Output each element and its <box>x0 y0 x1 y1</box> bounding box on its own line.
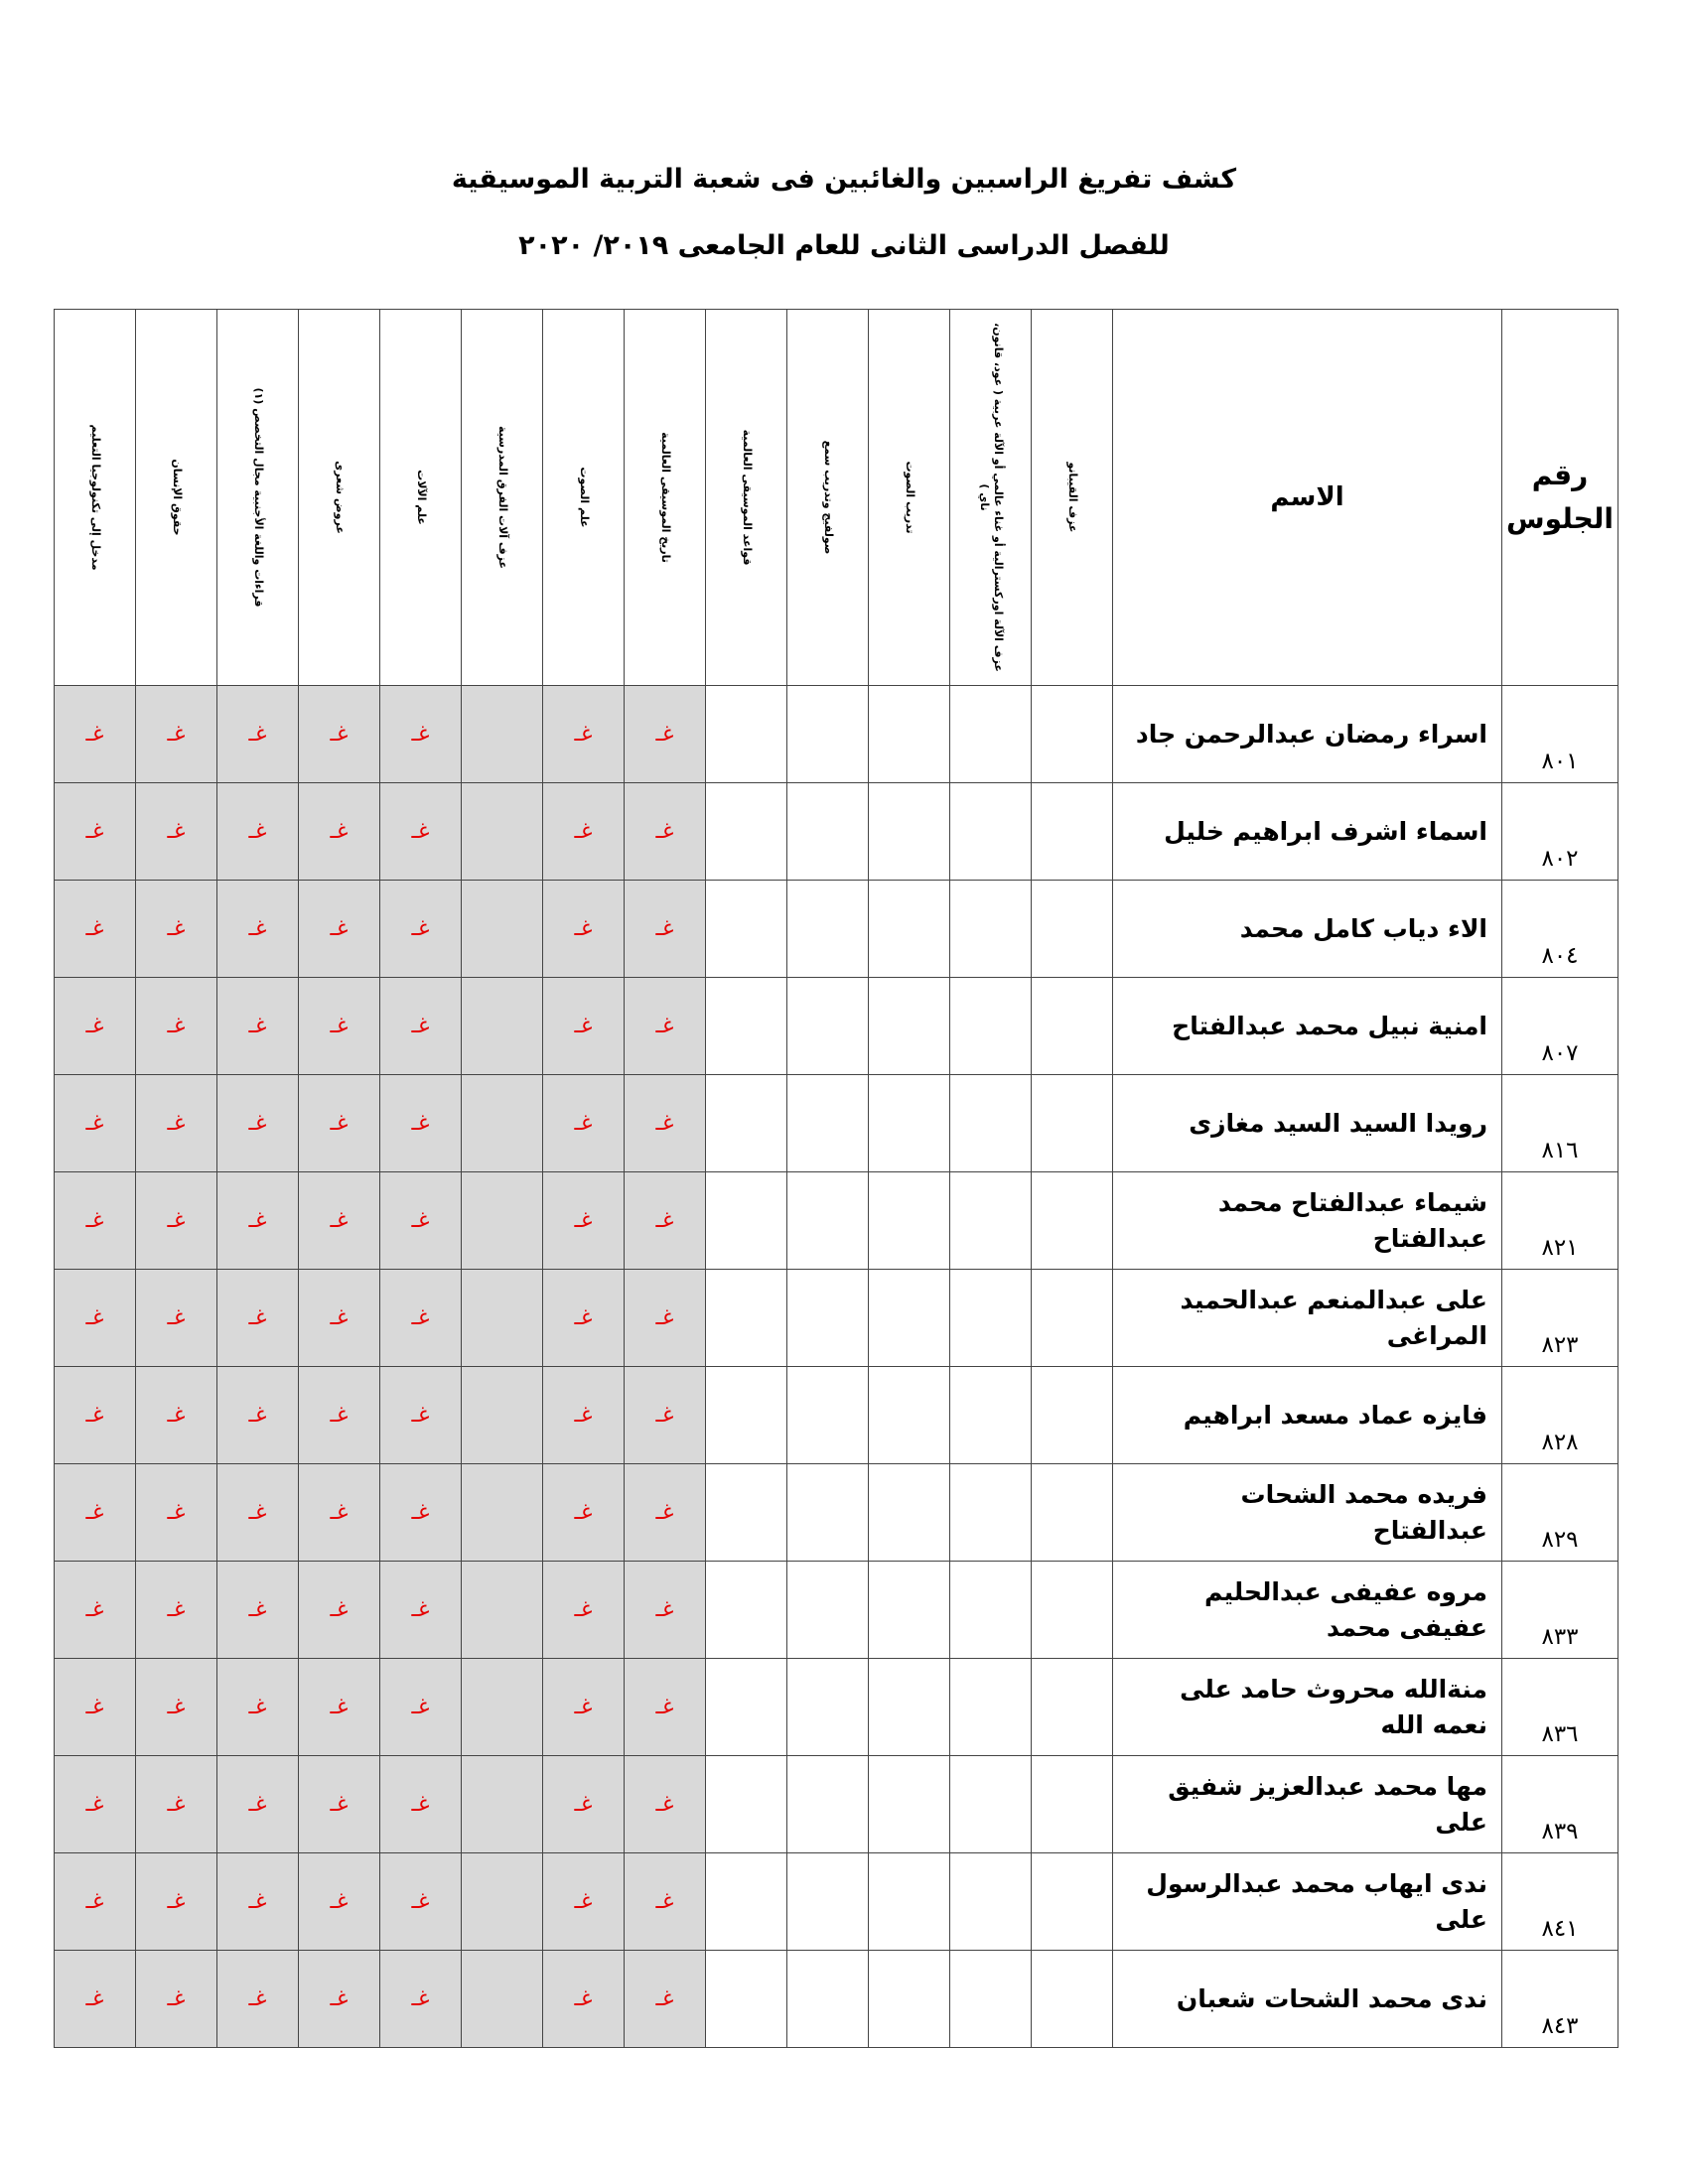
header-subject-label: عزف القيبانو <box>1065 462 1079 533</box>
grade-cell <box>950 1659 1032 1756</box>
header-subject-label: حقوق الإنسان <box>170 459 184 536</box>
grade-cell <box>787 1367 869 1464</box>
absent-mark: غـ <box>136 1951 217 2048</box>
absent-mark: غـ <box>299 1853 380 1951</box>
page-title: كشف تفريغ الراسبين والغائبين فى شعبة التربية الموسيقية <box>451 164 1237 195</box>
grade-cell <box>869 881 950 978</box>
grade-cell <box>706 1562 787 1659</box>
header-subject-label: عزف الآلة اوركسترالية أو غناء عالمي أو الآلة عربية ( عود، قانون، ناي ) <box>977 323 1005 672</box>
table-row <box>55 1270 1618 1367</box>
grade-cell <box>1032 881 1113 978</box>
absent-mark: غـ <box>55 1853 136 1951</box>
grade-cell <box>462 1659 543 1756</box>
absent-mark: غـ <box>543 1172 625 1270</box>
grade-cell <box>706 1075 787 1172</box>
header-subject-label: عروض شعرى <box>333 461 347 534</box>
grade-cell <box>1032 1951 1113 2048</box>
header-subject <box>299 310 380 686</box>
header-subject-label: تاريخ الموسيقى العالمية <box>658 432 672 563</box>
absent-mark: غـ <box>625 686 706 783</box>
header-seat <box>1502 310 1618 686</box>
absent-mark: غـ <box>380 1853 462 1951</box>
grade-cell <box>462 978 543 1075</box>
absent-mark: غـ <box>543 1464 625 1562</box>
grade-cell <box>462 1172 543 1270</box>
student-name: ندى محمد الشحات شعبان <box>1113 1951 1502 2048</box>
table-row <box>55 1853 1618 1951</box>
student-name: شيماء عبدالفتاح محمد عبدالفتاح <box>1113 1172 1502 1270</box>
grade-cell <box>462 1951 543 2048</box>
table-row <box>55 1659 1618 1756</box>
header-subject-label: علم الصوت <box>577 467 591 528</box>
absent-mark: غـ <box>136 1270 217 1367</box>
table-row <box>55 1562 1618 1659</box>
header-subject <box>1032 310 1113 686</box>
student-name: منةالله محروث حامد على نعمه الله <box>1113 1659 1502 1756</box>
absent-mark: غـ <box>136 1367 217 1464</box>
grade-cell <box>950 1172 1032 1270</box>
grade-cell <box>869 783 950 881</box>
absent-mark: غـ <box>217 1270 299 1367</box>
absent-mark: غـ <box>55 1464 136 1562</box>
grade-cell <box>869 1172 950 1270</box>
header-subject-label: مدخل إلى تكنولوجيا التعليم <box>88 424 102 571</box>
grade-cell <box>1032 1367 1113 1464</box>
absent-mark: غـ <box>380 1951 462 2048</box>
absent-mark: غـ <box>299 1270 380 1367</box>
seat-number: ٨١٦ <box>1502 1075 1618 1172</box>
absent-mark: غـ <box>625 1951 706 2048</box>
absent-mark: غـ <box>625 1367 706 1464</box>
grade-cell <box>1032 1464 1113 1562</box>
absent-mark: غـ <box>543 1659 625 1756</box>
grade-cell <box>1032 1853 1113 1951</box>
header-subject <box>869 310 950 686</box>
header-subject <box>380 310 462 686</box>
absent-mark: غـ <box>217 978 299 1075</box>
absent-mark: غـ <box>299 881 380 978</box>
grade-cell <box>950 783 1032 881</box>
header-subject-label: قواعد الموسيقى العالمية <box>740 429 754 566</box>
grade-cell <box>869 978 950 1075</box>
absent-mark: غـ <box>380 1367 462 1464</box>
absent-mark: غـ <box>625 1075 706 1172</box>
header-subject <box>136 310 217 686</box>
seat-number: ٨٣٩ <box>1502 1756 1618 1853</box>
absent-mark: غـ <box>136 1464 217 1562</box>
absent-mark: غـ <box>136 978 217 1075</box>
seat-number: ٨٢٨ <box>1502 1367 1618 1464</box>
absent-mark: غـ <box>380 1270 462 1367</box>
grade-cell <box>869 1853 950 1951</box>
absent-mark: غـ <box>136 783 217 881</box>
header-subject <box>787 310 869 686</box>
grade-cell <box>787 1464 869 1562</box>
grade-cell <box>462 881 543 978</box>
absent-mark: غـ <box>217 1367 299 1464</box>
header-subject <box>55 310 136 686</box>
absent-mark: غـ <box>380 1075 462 1172</box>
student-name: مها محمد عبدالعزيز شفيق على <box>1113 1756 1502 1853</box>
absent-mark: غـ <box>380 1659 462 1756</box>
absent-mark: غـ <box>543 1075 625 1172</box>
page-subtitle: للفصل الدراسى الثانى للعام الجامعى ٢٠١٩/ ٢٠٢٠ <box>518 230 1170 261</box>
absent-mark: غـ <box>55 978 136 1075</box>
grade-cell <box>462 1853 543 1951</box>
absent-mark: غـ <box>625 1562 706 1659</box>
absent-mark: غـ <box>217 1562 299 1659</box>
grade-cell <box>950 1464 1032 1562</box>
absent-mark: غـ <box>299 978 380 1075</box>
grade-cell <box>706 1172 787 1270</box>
table-row <box>55 1756 1618 1853</box>
absent-mark: غـ <box>299 1562 380 1659</box>
absent-mark: غـ <box>380 1172 462 1270</box>
header-subject <box>706 310 787 686</box>
student-name: على عبدالمنعم عبدالحميد المراغى <box>1113 1270 1502 1367</box>
grade-cell <box>462 1367 543 1464</box>
absent-mark: غـ <box>55 1172 136 1270</box>
header-seat-line1: رقم <box>1531 459 1589 491</box>
student-name: رويدا السيد السيد مغازى <box>1113 1075 1502 1172</box>
header-subject-label: صولفيج وتدريب سمع <box>821 440 835 555</box>
grade-cell <box>869 1075 950 1172</box>
seat-number: ٨٤٣ <box>1502 1951 1618 2048</box>
grade-cell <box>869 1464 950 1562</box>
absent-mark: غـ <box>55 881 136 978</box>
grade-cell <box>1032 686 1113 783</box>
grade-cell <box>787 1951 869 2048</box>
results-table <box>54 309 1618 2048</box>
header-name: الاسم <box>1113 310 1502 686</box>
absent-mark: غـ <box>136 1075 217 1172</box>
grade-cell <box>787 881 869 978</box>
header-subject-label: عزف آلات الفرق المدرسية <box>495 425 509 570</box>
student-name: اسراء رمضان عبدالرحمن جاد <box>1113 686 1502 783</box>
absent-mark: غـ <box>136 881 217 978</box>
absent-mark: غـ <box>217 1659 299 1756</box>
grade-cell <box>787 1270 869 1367</box>
absent-mark: غـ <box>55 1562 136 1659</box>
table-row <box>55 1075 1618 1172</box>
absent-mark: غـ <box>625 1172 706 1270</box>
student-name: ندى ايهاب محمد عبدالرسول على <box>1113 1853 1502 1951</box>
grade-cell <box>462 1075 543 1172</box>
header-subject <box>462 310 543 686</box>
absent-mark: غـ <box>625 1270 706 1367</box>
header-subject <box>950 310 1032 686</box>
table-row <box>55 881 1618 978</box>
grade-cell <box>706 1367 787 1464</box>
student-name: فايزه عماد مسعد ابراهيم <box>1113 1367 1502 1464</box>
header-subject-label: تدريب الصوت <box>903 461 916 534</box>
absent-mark: غـ <box>543 881 625 978</box>
absent-mark: غـ <box>136 1562 217 1659</box>
grade-cell <box>1032 1270 1113 1367</box>
absent-mark: غـ <box>55 1270 136 1367</box>
grade-cell <box>706 1659 787 1756</box>
grade-cell <box>869 1659 950 1756</box>
absent-mark: غـ <box>136 1756 217 1853</box>
absent-mark: غـ <box>217 1172 299 1270</box>
grade-cell <box>1032 1659 1113 1756</box>
grade-cell <box>462 1464 543 1562</box>
seat-number: ٨٠٤ <box>1502 881 1618 978</box>
absent-mark: غـ <box>299 686 380 783</box>
absent-mark: غـ <box>217 1853 299 1951</box>
seat-number: ٨٠٢ <box>1502 783 1618 881</box>
grade-cell <box>462 1756 543 1853</box>
absent-mark: غـ <box>625 783 706 881</box>
absent-mark: غـ <box>543 1562 625 1659</box>
grade-cell <box>1032 1172 1113 1270</box>
table-row <box>55 1172 1618 1270</box>
header-row <box>55 310 1618 686</box>
grade-cell <box>706 1756 787 1853</box>
grade-cell <box>1032 1756 1113 1853</box>
seat-number: ٨٢٩ <box>1502 1464 1618 1562</box>
header-subject-label: قراءات واللغة الأجنبية مجال التخصص (١) <box>251 387 265 608</box>
absent-mark: غـ <box>543 978 625 1075</box>
student-name: مروه عفيفى عبدالحليم عفيفى محمد <box>1113 1562 1502 1659</box>
grade-cell <box>1032 1075 1113 1172</box>
absent-mark: غـ <box>543 1270 625 1367</box>
table-row <box>55 783 1618 881</box>
absent-mark: غـ <box>625 1756 706 1853</box>
grade-cell <box>950 1951 1032 2048</box>
grade-cell <box>869 1756 950 1853</box>
absent-mark: غـ <box>380 1756 462 1853</box>
absent-mark: غـ <box>543 783 625 881</box>
absent-mark: غـ <box>543 1853 625 1951</box>
absent-mark: غـ <box>55 1756 136 1853</box>
absent-mark: غـ <box>136 1172 217 1270</box>
absent-mark: غـ <box>217 1464 299 1562</box>
grade-cell <box>787 1853 869 1951</box>
grade-cell <box>869 1562 950 1659</box>
absent-mark: غـ <box>55 1951 136 2048</box>
grade-cell <box>462 783 543 881</box>
absent-mark: غـ <box>380 1562 462 1659</box>
grade-cell <box>869 1270 950 1367</box>
grade-cell <box>950 1075 1032 1172</box>
absent-mark: غـ <box>543 1756 625 1853</box>
grade-cell <box>462 1270 543 1367</box>
grade-cell <box>706 881 787 978</box>
seat-number: ٨٣٣ <box>1502 1562 1618 1659</box>
header-subject-label: علم الآلات <box>414 470 428 525</box>
absent-mark: غـ <box>136 1853 217 1951</box>
header-subject <box>543 310 625 686</box>
absent-mark: غـ <box>55 1075 136 1172</box>
grade-cell <box>787 686 869 783</box>
student-name: امنية نبيل محمد عبدالفتاح <box>1113 978 1502 1075</box>
table-row <box>55 1464 1618 1562</box>
absent-mark: غـ <box>217 783 299 881</box>
student-name: الاء دياب كامل محمد <box>1113 881 1502 978</box>
grade-cell <box>1032 978 1113 1075</box>
grade-cell <box>706 686 787 783</box>
grade-cell <box>950 1756 1032 1853</box>
absent-mark: غـ <box>55 783 136 881</box>
absent-mark: غـ <box>380 1464 462 1562</box>
table-row <box>55 1951 1618 2048</box>
absent-mark: غـ <box>299 1367 380 1464</box>
absent-mark: غـ <box>217 686 299 783</box>
grade-cell <box>950 686 1032 783</box>
grade-cell <box>787 1756 869 1853</box>
absent-mark: غـ <box>136 686 217 783</box>
absent-mark: غـ <box>299 1075 380 1172</box>
absent-mark: غـ <box>543 1367 625 1464</box>
seat-number: ٨٣٦ <box>1502 1659 1618 1756</box>
grade-cell <box>869 686 950 783</box>
absent-mark: غـ <box>55 1659 136 1756</box>
absent-mark: غـ <box>55 686 136 783</box>
grade-cell <box>787 783 869 881</box>
grade-cell <box>950 1853 1032 1951</box>
grade-cell <box>950 881 1032 978</box>
absent-mark: غـ <box>380 978 462 1075</box>
absent-mark: غـ <box>625 881 706 978</box>
grade-cell <box>787 978 869 1075</box>
grade-cell <box>950 1270 1032 1367</box>
grade-cell <box>706 783 787 881</box>
grade-cell <box>869 1367 950 1464</box>
table-row <box>55 978 1618 1075</box>
grade-cell <box>1032 783 1113 881</box>
grade-cell <box>706 1464 787 1562</box>
grade-cell <box>787 1172 869 1270</box>
absent-mark: غـ <box>217 1951 299 2048</box>
absent-mark: غـ <box>380 881 462 978</box>
table-row <box>55 1367 1618 1464</box>
seat-number: ٨٠١ <box>1502 686 1618 783</box>
absent-mark: غـ <box>625 1853 706 1951</box>
absent-mark: غـ <box>625 978 706 1075</box>
student-name: اسماء اشرف ابراهيم خليل <box>1113 783 1502 881</box>
absent-mark: غـ <box>380 783 462 881</box>
absent-mark: غـ <box>299 1659 380 1756</box>
absent-mark: غـ <box>136 1659 217 1756</box>
table-row <box>55 686 1618 783</box>
header-subject <box>625 310 706 686</box>
seat-number: ٨٢١ <box>1502 1172 1618 1270</box>
absent-mark: غـ <box>55 1367 136 1464</box>
absent-mark: غـ <box>543 1951 625 2048</box>
grade-cell <box>706 1853 787 1951</box>
absent-mark: غـ <box>217 1075 299 1172</box>
absent-mark: غـ <box>543 686 625 783</box>
grade-cell <box>787 1075 869 1172</box>
grade-cell <box>950 978 1032 1075</box>
grade-cell <box>787 1562 869 1659</box>
absent-mark: غـ <box>625 1659 706 1756</box>
grade-cell <box>950 1367 1032 1464</box>
absent-mark: غـ <box>299 1464 380 1562</box>
grade-cell <box>706 978 787 1075</box>
grade-cell <box>706 1951 787 2048</box>
absent-mark: غـ <box>217 881 299 978</box>
grade-cell <box>787 1659 869 1756</box>
header-subject <box>217 310 299 686</box>
absent-mark: غـ <box>299 1951 380 2048</box>
grade-cell <box>706 1270 787 1367</box>
grade-cell <box>462 686 543 783</box>
absent-mark: غـ <box>299 1756 380 1853</box>
seat-number: ٨٠٧ <box>1502 978 1618 1075</box>
student-name: فريده محمد الشحات عبدالفتاح <box>1113 1464 1502 1562</box>
absent-mark: غـ <box>380 686 462 783</box>
grade-cell <box>950 1562 1032 1659</box>
grade-cell <box>869 1951 950 2048</box>
seat-number: ٨٢٣ <box>1502 1270 1618 1367</box>
seat-number: ٨٤١ <box>1502 1853 1618 1951</box>
grade-cell <box>462 1562 543 1659</box>
absent-mark: غـ <box>625 1464 706 1562</box>
header-seat-line2: الجلوس <box>1506 502 1614 535</box>
absent-mark: غـ <box>217 1756 299 1853</box>
absent-mark: غـ <box>299 1172 380 1270</box>
grade-cell <box>1032 1562 1113 1659</box>
absent-mark: غـ <box>299 783 380 881</box>
